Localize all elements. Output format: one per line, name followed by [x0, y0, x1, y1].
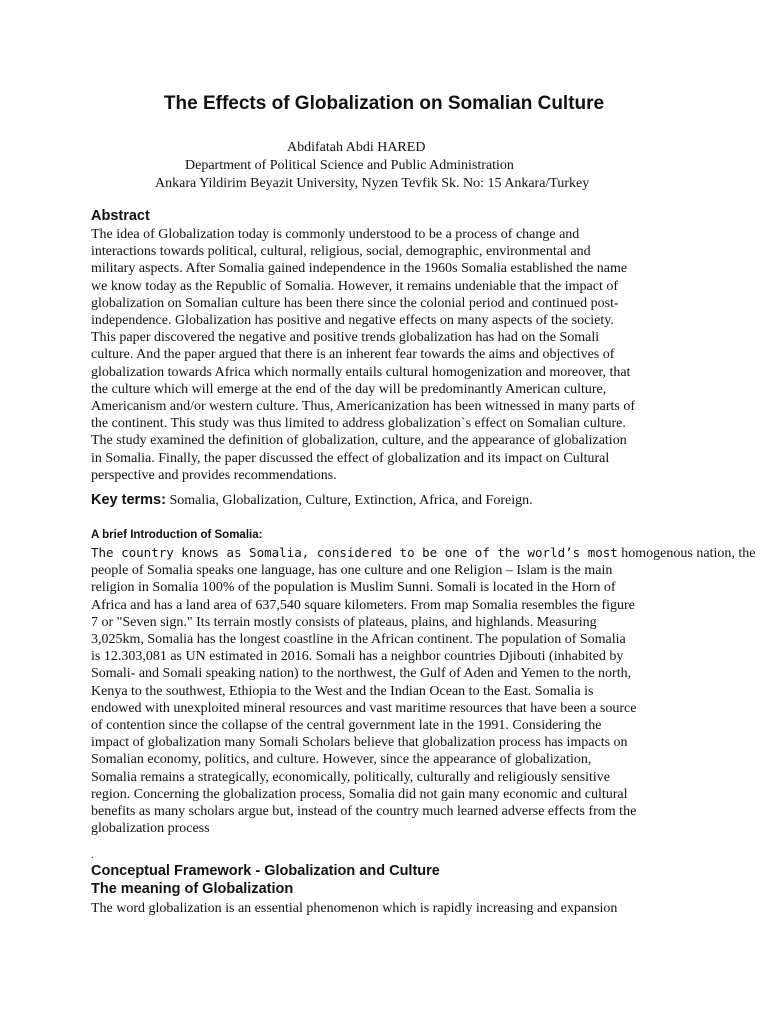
intro-heading: A brief Introduction of Somalia:: [91, 529, 263, 541]
intro-first-line: [91, 544, 756, 562]
intro-line: impact of globalization many Somali Scholars believe that globalization process has impacts on: [91, 735, 628, 751]
intro-line: 3,025km, Somalia has the longest coastline in the African continent. The population of Somalia: [91, 632, 626, 648]
abstract-line: globalization on Somalian culture has been there since the colonial period and continued post-: [91, 295, 619, 311]
abstract-line: The idea of Globalization today is commonly understood to be a process of change and: [91, 227, 580, 242]
intro-line: region. Concerning the globalization process, Somalia did not gain many economic and cultural: [91, 786, 628, 802]
intro-line: Africa and has a land area of 637,540 square kilometers. From map Somalia resembles the figure: [91, 597, 635, 613]
framework-heading: Conceptual Framework - Globalization and Culture: [91, 863, 440, 879]
abstract-line: globalization towards Africa which normally entails cultural homogenization and moreover, that: [91, 364, 631, 380]
author-name: Abdifatah Abdi HARED: [287, 140, 426, 155]
abstract-line: This paper discovered the negative and positive trends globalization has had on the Somali: [91, 330, 600, 346]
intro-line: Somalia remains a strategically, economically, politically, culturally and religiously sensitive: [91, 769, 611, 785]
intro-first-mono: The country knows as Somalia, considered to be one of the world’s most: [91, 545, 618, 560]
intro-line: is 12.303,081 as UN estimated in 2016. Somali has a neighbor countries Djibouti (inhabited by: [91, 649, 624, 665]
abstract-line: we know today as the Republic of Somalia. However, it remains undeniable that the impact of: [91, 278, 619, 294]
intro-line: religion in Somalia 100% of the population is Muslim Sunni. Somali is located in the Horn of: [91, 580, 616, 596]
abstract-line: interactions towards political, cultural, religious, social, demographic, environmental and: [91, 244, 591, 260]
intro-first-rest: homogenous nation, the: [617, 546, 756, 561]
meaning-heading: The meaning of Globalization: [91, 881, 294, 897]
intro-line: benefits as many scholars argue but, instead of the country much learned adverse effects from the: [91, 804, 637, 820]
intro-line: 7 or "Seven sign." Its terrain mostly consists of plateaus, plains, and highlands. Measuring: [91, 614, 597, 630]
intro-line: people of Somalia speaks one language, has one culture and one Religion – Islam is the main: [91, 563, 613, 579]
intro-line: Somalian economy, politics, and culture. However, since the appearance of globalization,: [91, 752, 592, 768]
intro-line: globalization process: [91, 821, 210, 837]
meaning-body: The word globalization is an essential phenomenon which is rapidly increasing and expansion: [91, 901, 618, 916]
abstract-line: perspective and provides recommendations.: [91, 467, 337, 483]
intro-line: Kenya to the southwest, Ethiopia to the West and the Indian Ocean to the East. Somalia is: [91, 683, 594, 699]
abstract-line: independence. Globalization has positive and negative effects on many aspects of the society.: [91, 313, 614, 329]
document-title: The Effects of Globalization on Somalian Culture: [163, 93, 605, 114]
intro-body: [91, 544, 756, 837]
key-terms-label: Key terms:: [91, 492, 166, 508]
intro-line: Somali- and Somali speaking nation) to the northwest, the Gulf of Aden and Yemen to the north,: [91, 666, 632, 682]
abstract-line: the continent. This study was thus limited to address globalization`s effect on Somalian culture.: [91, 416, 626, 432]
key-terms: [91, 492, 681, 509]
author-affiliation: Ankara Yildirim Beyazit University, Nyzen Tevfik Sk. No: 15 Ankara/Turkey: [155, 176, 590, 191]
intro-line: of contention since the collapse of the central government late in the 1991. Considering the: [91, 718, 602, 734]
abstract-line: military aspects. After Somalia gained independence in the 1960s Somalia established the name: [91, 261, 628, 277]
abstract-line: The study examined the definition of globalization, culture, and the appearance of globalization: [91, 433, 627, 449]
key-terms-text: Somalia, Globalization, Culture, Extinction, Africa, and Foreign.: [165, 493, 533, 508]
author-department: Department of Political Science and Public Administration: [185, 158, 514, 173]
abstract-line: the culture which will emerge at the end of the day will be predominantly American culture,: [91, 381, 607, 397]
abstract-line: Americanism and/or western culture. Thus, Americanization has been witnessed in many parts of: [91, 399, 636, 415]
stray-mark: .: [91, 850, 94, 861]
abstract-heading: Abstract: [91, 208, 150, 224]
intro-line: endowed with unexploited mineral resources and vast maritime resources that have been a source: [91, 700, 637, 716]
abstract-line: culture. And the paper argued that there is an inherent fear towards the aims and objectives of: [91, 347, 615, 363]
abstract-body: [91, 226, 681, 484]
abstract-line: in Somalia. Finally, the paper discussed the effect of globalization and its impact on Cultural: [91, 450, 610, 466]
